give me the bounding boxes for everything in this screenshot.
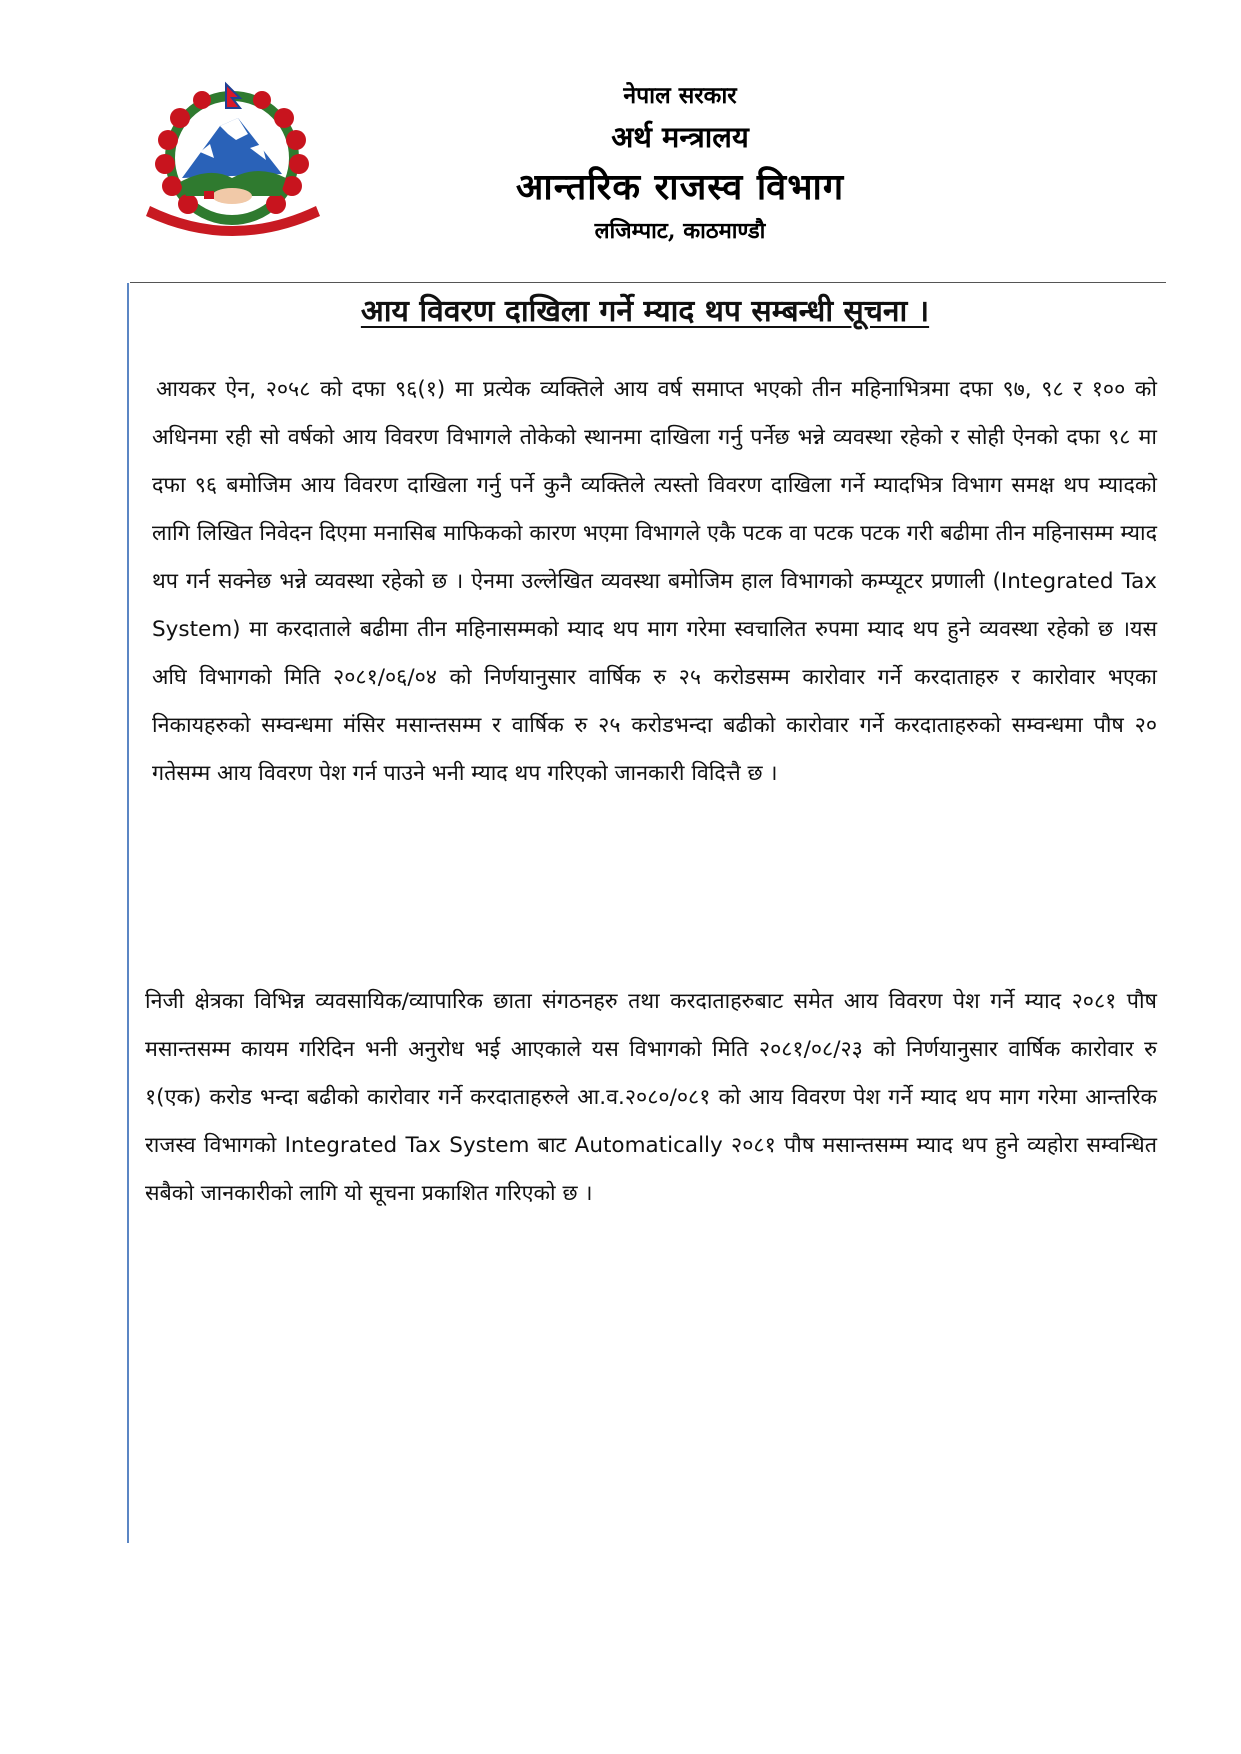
notice-title-text: आय विवरण दाखिला गर्ने म्याद थप सम्बन्धी सूचना । xyxy=(360,294,930,329)
government-name: नेपाल सरकार xyxy=(623,82,737,109)
top-border-line xyxy=(130,282,1166,283)
letterhead xyxy=(440,78,920,248)
left-border-line xyxy=(127,283,129,1543)
notice-title xyxy=(130,290,1160,334)
notice-paragraph-1: आयकर ऐन, २०५८ को दफा ९६(१) मा प्रत्येक व्यक्तिले आय वर्ष समाप्त भएको तीन महिनाभित्रमा दफा ९७, ९८ र १०० को अधिनमा रही सो वर्षको आय विवरण विभागले तोकेको स्थानमा दाखिला गर्नु पर्नेछ भन्ने व्यवस्था रहेको र सोही ऐनको दफा ९८ मा दफा ९६ बमोजिम आय विवरण दाखिला गर्नु पर्ने कुनै व्यक्तिले त्यस्तो विवरण दाखिला गर्ने म्यादभित्र विभाग समक्ष थप म्यादको लागि लिखित निवेदन दिएमा मनासिब माफिकको कारण भएमा विभागले एकै पटक वा पटक पटक गरी बढीमा तीन महिनासम्म म्याद थप गर्न सक्नेछ भन्ने व्यवस्था रहेको छ । ऐनमा उल्लेखित व्यवस्था बमोजिम हाल विभागको कम्प्यूटर प्रणाली (Integrated Tax System) मा करदाताले बढीमा तीन महिनासम्मको म्याद थप माग गरेमा स्वचालित रुपमा म्याद थप हुने व्यवस्था रहेको छ ।यस अघि विभागको मिति २०८१/०६/०४ को निर्णयानुसार वार्षिक रु २५ करोडसम्म कारोवार गर्ने करदाताहरु र कारोवार भएका निकायहरुको सम्वन्धमा मंसिर मसान्तसम्म र वार्षिक रु २५ करोडभन्दा बढीको कारोवार गर्ने करदाताहरुको सम्वन्धमा पौष २० गतेसम्म आय विवरण पेश गर्न पाउने भनी म्याद थप गरिएको जानकारी विदित्तै छ । xyxy=(152,376,1157,786)
nepal-emblem-icon xyxy=(140,78,325,238)
notice-paragraph-2: निजी क्षेत्रका विभिन्न व्यवसायिक/व्यापारिक छाता संगठनहरु तथा करदाताहरुबाट समेत आय विवरण पेश गर्ने म्याद २०८१ पौष मसान्तसम्म कायम गरिदिन भनी अनुरोध भई आएकाले यस विभागको मिति २०८१/०८/२३ को निर्णयानुसार वार्षिक कारोवार रु १(एक) करोड भन्दा बढीको कारोवार गर्ने करदाताहरुले आ.व.२०८०/०८१ को आय विवरण पेश गर्ने म्याद थप माग गरेमा आन्तरिक राजस्व विभागको Integrated Tax System बाट Automatically २०८१ पौष मसान्तसम्म म्याद थप हुने व्यहोरा सम्वन्धित सबैको जानकारीको लागि यो सूचना प्रकाशित गरिएको छ । xyxy=(145,988,1157,1206)
government-emblem xyxy=(140,78,325,238)
office-address: लजिम्पाट, काठमाण्डौ xyxy=(594,218,766,244)
mountain-icon xyxy=(182,118,282,178)
flag-icon xyxy=(226,84,240,108)
ministry-name: अर्थ मन्त्रालय xyxy=(611,120,749,154)
department-name: आन्तरिक राजस्व विभाग xyxy=(515,166,845,208)
